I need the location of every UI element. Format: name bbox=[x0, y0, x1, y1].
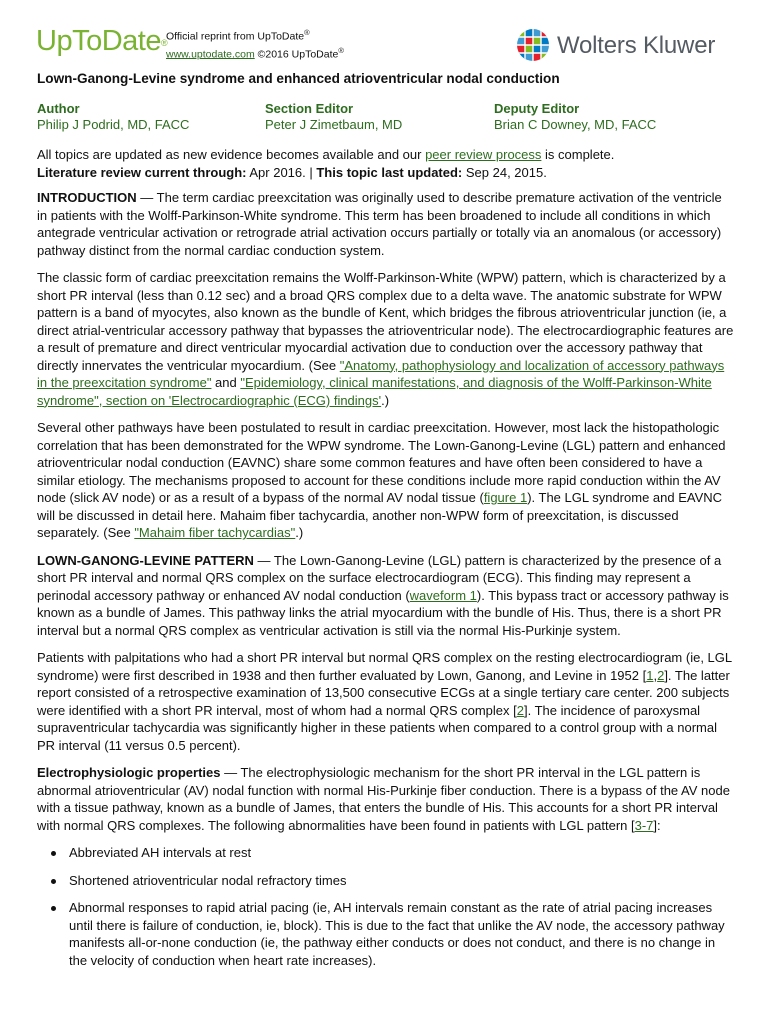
reprint-reg-mark: ® bbox=[304, 28, 310, 37]
author-label: Author bbox=[37, 101, 80, 116]
list-item bbox=[37, 844, 735, 862]
reference-2b-link[interactable]: 2 bbox=[516, 702, 524, 718]
list-item-text: Abnormal responses to rapid atrial pacing (ie, AH intervals remain constant as the rate of atrial pacing increases until there is failure of conduction, ie, block). This is due to the fact that unlike the AV node, the accessory pathway manifests all-or-none conduction (ie, the pathway either conducts or does not conduct, and there is no change in the velocity of conduction when heart rate increases). bbox=[69, 900, 725, 968]
history-end: ]. The incidence of paroxysmal supraventricular tachycardia was significantly higher in these patients when compared to a control group with a normal PR interval (11 versus 0.5 percent). bbox=[37, 702, 717, 753]
bullet-icon bbox=[51, 851, 56, 856]
uptodate-url-link[interactable]: www.uptodate.com bbox=[166, 48, 255, 60]
other-pathways-end: .) bbox=[295, 525, 304, 540]
introduction-heading: INTRODUCTION bbox=[37, 190, 137, 205]
waveform-1-link[interactable]: waveform 1 bbox=[409, 587, 477, 603]
section-editor-column bbox=[265, 101, 494, 133]
literature-review-date: Apr 2016. | bbox=[246, 164, 317, 180]
reference-comma: , bbox=[653, 667, 658, 683]
last-updated-label: This topic last updated: bbox=[316, 164, 463, 180]
section-editor-name[interactable]: Peter J Zimetbaum, MD bbox=[265, 117, 403, 132]
review-dates bbox=[37, 164, 735, 182]
history-mid: ]. The latter report consisted of a retrospective examination of 13,500 consecutive ECGs at a single tertiary care center. 200 subjects were identified with a short PR interval, most of whom had a normal QRS complex [ bbox=[37, 667, 730, 718]
peer-review-link[interactable]: peer review process bbox=[425, 147, 542, 162]
copyright-reg-mark: ® bbox=[338, 45, 344, 55]
lgl-pattern-end: ). This bypass tract or accessory pathway is known as a bundle of James. This pathway links the atrial myocardium with the bundle of His. Thus, there is a short PR interval but a normal QRS complex as ventricular activation is still via the normal His-Purkinje system. bbox=[37, 587, 729, 638]
electrophysiologic-end: ]: bbox=[653, 817, 661, 833]
other-pathways-paragraph bbox=[37, 419, 735, 542]
section-editor-label: Section Editor bbox=[265, 101, 354, 116]
mahaim-link[interactable]: "Mahaim fiber tachycardias" bbox=[134, 525, 296, 540]
history-paragraph bbox=[37, 649, 735, 754]
wpw-text: The classic form of cardiac preexcitation remains the Wolff-Parkinson-White (WPW) pattern, which is characterized by a short PR interval (less than 0.12 sec) and a broad QRS complex due to a delta wave. The anatomic substrate for WPW pattern is a band of myocytes, also known as the bundle of Kent, which bridges the fibrous atrioventricular junction (ie, a direct atrial-ventricular accessory pathway that bypasses the atrioventricular node). The electrocardiographic features are a result of premature and direct ventricular myocardial activation due to conduction over the accessory pathway that directly innervates the ventricular myocardium. (See bbox=[37, 270, 734, 373]
wpw-paragraph bbox=[37, 269, 735, 409]
lgl-pattern-paragraph bbox=[37, 552, 735, 640]
uptodate-logo bbox=[36, 24, 167, 58]
wpw-and: and bbox=[211, 375, 241, 390]
update-notice-text: All topics are updated as new evidence becomes available and our bbox=[37, 147, 426, 162]
wolters-kluwer-text: Wolters Kluwer bbox=[557, 32, 716, 59]
reprint-line-text: Official reprint from UpToDate bbox=[166, 30, 305, 43]
introduction-text: — The term cardiac preexcitation was originally used to describe premature activation of the ventricle in patients with the Wolff-Parkinson-White syndrome. This term has been broadened to include all conditions in which antegrade ventricular activation or retrograde atrial activation occurs partially or totally via an anomalous (or accessory) pathway distinct from the normal cardiac conduction system. bbox=[37, 190, 722, 258]
reprint-copyright bbox=[166, 44, 344, 62]
reference-3-7-link[interactable]: 3-7 bbox=[634, 817, 654, 833]
review-notice bbox=[37, 146, 735, 181]
introduction-paragraph bbox=[37, 189, 735, 259]
other-pathways-mid: ). The LGL syndrome and EAVNC will be discussed in detail here. Mahaim fiber tachycardia, another non-WPW form of preexcitation, is discussed separately. (See bbox=[37, 490, 723, 540]
editors-block bbox=[37, 101, 735, 133]
electrophysiologic-paragraph bbox=[37, 764, 735, 834]
deputy-editor-label: Deputy Editor bbox=[494, 101, 580, 116]
lgl-pattern-heading: LOWN-GANONG-LEVINE PATTERN bbox=[37, 552, 254, 568]
figure-1-link[interactable]: figure 1 bbox=[483, 490, 528, 505]
uptodate-logo-text: UpToDate bbox=[36, 25, 161, 57]
copyright-text: ©2016 UpToDate bbox=[254, 48, 339, 60]
reference-2-link[interactable]: 2 bbox=[657, 667, 665, 683]
reference-1-link[interactable]: 1 bbox=[646, 667, 654, 683]
page-header bbox=[0, 0, 768, 72]
update-notice-end: is complete. bbox=[541, 147, 615, 162]
list-item bbox=[37, 899, 735, 969]
wpw-epidemiology-link[interactable]: "Epidemiology, clinical manifestations, and diagnosis of the Wolff-Parkinson-White syndrome", section on 'Electrocardiographic (ECG) findings' bbox=[37, 375, 712, 408]
deputy-editor-name[interactable]: Brian C Downey, MD, FACC bbox=[494, 117, 657, 132]
bullet-icon bbox=[51, 906, 56, 911]
electrophysiologic-text: — The electrophysiologic mechanism for the short PR interval in the LGL pattern is abnormal atrioventricular (AV) nodal function with normal His-Purkinje fiber conduction. There is a bypass of the AV node with a tissue pathway, known as a bundle of James, that enters the bundle of His. This accounts for a short PR interval with normal QRS complexes. The following abnormalities have been found in patients with LGL pattern [ bbox=[37, 765, 730, 833]
wolters-kluwer-globe-icon bbox=[516, 28, 550, 62]
accessory-pathways-link[interactable]: "Anatomy, pathophysiology and localization of accessory pathways in the preexcitation syndrome" bbox=[37, 357, 725, 390]
history-text: Patients with palpitations who had a short PR interval but normal QRS complex on the resting electrocardiogram (ie, LGL syndrome) were first described in 1938 and then further evaluated by Lown, Ganong, and Levine in 1952 [ bbox=[37, 650, 732, 683]
author-name[interactable]: Philip J Podrid, MD, FACC bbox=[37, 117, 190, 132]
literature-review-label: Literature review current through: bbox=[37, 164, 247, 180]
bullet-icon bbox=[51, 879, 56, 884]
list-item-text: Shortened atrioventricular nodal refractory times bbox=[69, 872, 347, 888]
list-item bbox=[37, 872, 735, 890]
wpw-end: .) bbox=[381, 392, 390, 408]
article-title: Lown-Ganong-Levine syndrome and enhanced atrioventricular nodal conduction bbox=[37, 71, 560, 86]
reprint-line bbox=[166, 26, 344, 44]
list-item-text: Abbreviated AH intervals at rest bbox=[69, 845, 252, 860]
uptodate-logo-mark: ® bbox=[160, 38, 168, 48]
update-notice bbox=[37, 146, 735, 164]
reprint-notice bbox=[166, 26, 344, 61]
other-pathways-text: Several other pathways have been postulated to result in cardiac preexcitation. However, most lack the histopathologic correlation that has been demonstrated for the WPW syndrome. The Lown-Ganong-Levine (LGL) pattern and enhanced atrioventricular nodal conduction (EAVNC) share some common features and have often been considered to have a similar etiology. The mechanisms proposed to account for these conditions include more rapid conduction within the AV node (slick AV node) or as a result of a bypass of the normal AV nodal tissue ( bbox=[37, 420, 726, 505]
deputy-editor-column bbox=[494, 101, 656, 133]
abnormalities-list bbox=[37, 844, 735, 969]
lgl-pattern-text: — The Lown-Ganong-Levine (LGL) pattern is characterized by the presence of a short PR interval and normal QRS complex on the surface electrocardiogram (ECG). This finding may represent a perinodal accessory pathway or enhanced AV nodal conduction ( bbox=[37, 552, 722, 603]
article-body bbox=[37, 70, 735, 979]
electrophysiologic-heading: Electrophysiologic properties bbox=[37, 765, 221, 780]
author-column bbox=[37, 101, 265, 133]
last-updated-date: Sep 24, 2015. bbox=[462, 164, 547, 180]
